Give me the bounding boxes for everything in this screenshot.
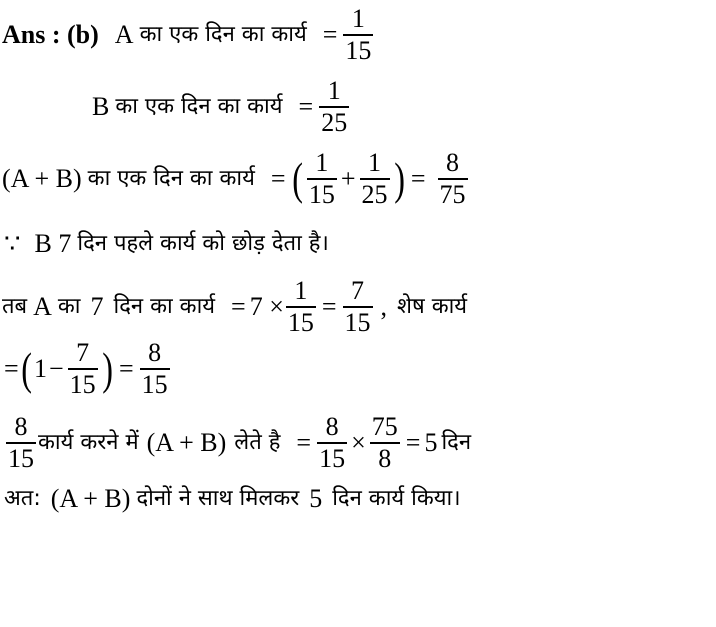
fraction-8-15 (140, 340, 170, 398)
fraction-75-8 (370, 414, 400, 472)
fraction-1-25 (319, 78, 349, 136)
equals-sign: = (410, 163, 426, 193)
line-8 (0, 486, 461, 512)
equals-sign: = (4, 353, 19, 383)
text-lete-hai: लेते है (234, 429, 281, 455)
comma: , (380, 291, 388, 321)
equals-sign: = (321, 291, 337, 321)
text-ek-din-kary: का एक दिन का कार्य (139, 21, 307, 47)
text-leaves-work: दिन पहले कार्य को छोड़ देता है। (77, 231, 329, 256)
equals-sign: = (322, 19, 338, 49)
line-1 (0, 6, 375, 64)
number-seven: 7 (90, 291, 104, 321)
number-five: 5 (424, 427, 438, 457)
line-6 (0, 340, 172, 398)
left-paren: ( (291, 152, 303, 204)
number-one: 1 (34, 353, 47, 383)
fraction-1-15 (343, 6, 373, 64)
var-a-plus-b: (A + B) (50, 484, 131, 513)
minus-sign: − (49, 353, 64, 383)
text-din: दिन (441, 429, 472, 455)
numerator: 8 (446, 148, 460, 177)
denominator: 15 (287, 307, 314, 337)
numerator: 1 (315, 148, 329, 177)
text-ek-din-kary: का एक दिन का कार्य (87, 165, 255, 191)
var-b: B (92, 91, 110, 121)
text-ek-din-kary: का एक दिन का कार्य (115, 93, 283, 119)
text-shesh-kary: शेष कार्य (397, 293, 468, 319)
equals-sign: = (298, 91, 314, 121)
equals-sign: = (296, 427, 312, 457)
denominator: 15 (141, 369, 168, 399)
numerator: 1 (294, 276, 308, 305)
var-a: A (33, 291, 52, 321)
line-4 (0, 231, 329, 257)
equals-sign: = (270, 163, 286, 193)
fraction-7-15 (68, 340, 98, 398)
text-tab: तब (2, 293, 28, 319)
denominator: 15 (69, 369, 96, 399)
denominator: 15 (344, 307, 371, 337)
fraction-1-15 (286, 278, 316, 336)
text-din-kary-kiya: दिन कार्य किया। (332, 486, 461, 511)
fraction-8-15 (6, 414, 36, 472)
denominator: 15 (308, 179, 335, 209)
text-kary-karne-mein: कार्य करने में (38, 429, 139, 455)
fraction-1-15 (307, 150, 337, 208)
text-together: दोनों ने साथ मिलकर (136, 486, 300, 511)
line-5 (0, 278, 467, 336)
right-paren: ) (393, 152, 405, 204)
denominator: 15 (8, 443, 34, 473)
fraction-8-75 (438, 150, 468, 208)
var-a-plus-b: (A + B) (2, 163, 82, 193)
expr-seven-times: 7 × (249, 291, 284, 321)
right-paren: ) (101, 342, 113, 394)
numerator: 8 (148, 338, 162, 367)
denominator: 15 (319, 443, 346, 473)
var-a: A (114, 19, 134, 49)
numerator: 1 (368, 148, 382, 177)
denominator: 25 (321, 107, 348, 137)
number-five: 5 (309, 484, 323, 513)
text-din-ka-kary: दिन का कार्य (113, 293, 216, 319)
numerator: 1 (351, 4, 365, 33)
line-7 (0, 414, 471, 472)
denominator: 15 (345, 35, 372, 65)
denominator: 8 (378, 443, 392, 473)
denominator: 75 (439, 179, 466, 209)
numerator: 75 (371, 412, 398, 441)
fraction-7-15 (343, 278, 373, 336)
var-a-plus-b: (A + B) (146, 427, 227, 457)
equals-sign: = (405, 427, 421, 457)
line-2 (92, 78, 351, 136)
plus-sign: + (340, 163, 356, 193)
text-b-seven: B 7 (34, 229, 72, 258)
numerator: 7 (351, 276, 365, 305)
numerator: 1 (327, 76, 341, 105)
equals-sign: = (119, 353, 134, 383)
equals-sign: = (231, 291, 246, 321)
times-sign: × (351, 427, 366, 457)
text-ata: अत: (4, 486, 41, 511)
text-ka: का (57, 293, 81, 319)
fraction-1-25 (360, 150, 390, 208)
fraction-8-15 (317, 414, 347, 472)
numerator: 7 (76, 338, 90, 367)
answer-prefix: Ans : (b) (2, 19, 99, 49)
numerator: 8 (325, 412, 339, 441)
left-paren: ( (20, 342, 32, 394)
denominator: 25 (361, 179, 388, 209)
numerator: 8 (14, 412, 28, 441)
because-symbol: ∵ (4, 229, 21, 258)
line-3 (0, 150, 470, 208)
